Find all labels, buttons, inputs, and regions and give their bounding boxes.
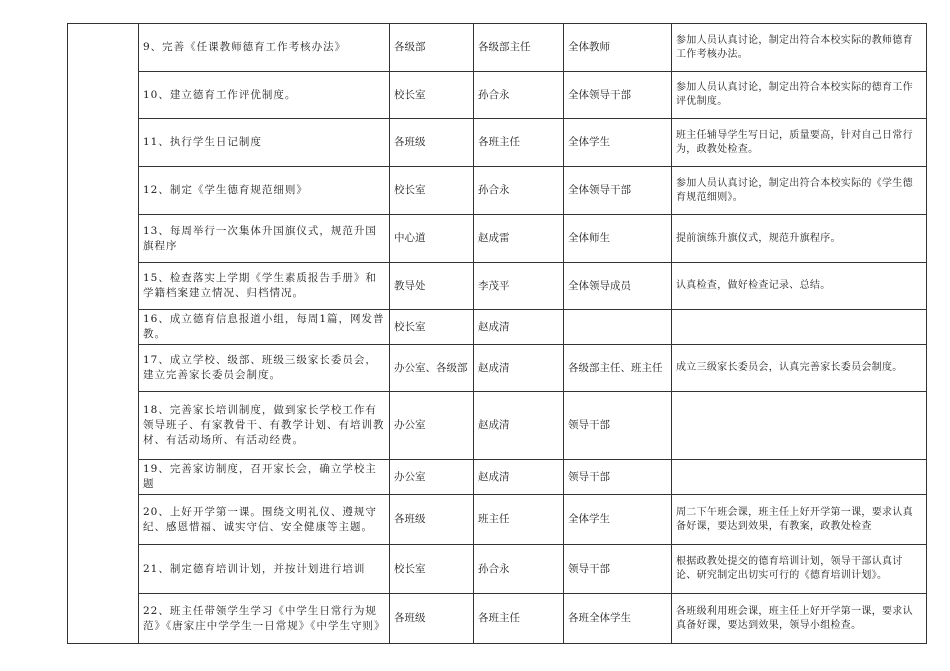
dept-cell: 各级部 — [390, 24, 474, 72]
table-row — [68, 167, 927, 215]
item-cell: 11、执行学生日记制度 — [139, 119, 390, 167]
note-cell: 周二下午班会课，班主任上好开学第一课，要求认真备好课，要达到效果，有教案，政教处检查 — [672, 495, 927, 545]
item-cell: 17、成立学校、级部、班级三级家长委员会，建立完善家长委员会制度。 — [139, 345, 390, 392]
note-cell: 根据政教处提交的德育培训计划，领导干部认真讨论、研究制定出切实可行的《德育培训计划》。 — [672, 545, 927, 594]
note-cell — [672, 392, 927, 460]
dept-cell: 各班级 — [390, 594, 474, 644]
lead-cell: 赵成雷 — [474, 215, 564, 263]
lead-cell: 各班主任 — [474, 594, 564, 644]
lead-cell: 赵成清 — [474, 392, 564, 460]
lead-cell: 孙合永 — [474, 72, 564, 119]
note-cell: 成立三级家长委员会，认真完善家长委员会制度。 — [672, 345, 927, 392]
dept-cell: 办公室、各级部 — [390, 345, 474, 392]
item-cell: 16、成立德育信息报道小组，每周1篇，网发普教。 — [139, 310, 390, 345]
row-group-cell — [68, 24, 139, 644]
item-cell: 13、每周举行一次集体升国旗仪式，规范升国旗程序 — [139, 215, 390, 263]
dept-cell: 校长室 — [390, 72, 474, 119]
lead-cell: 李茂平 — [474, 263, 564, 310]
table-row — [68, 119, 927, 167]
participants-cell: 各班全体学生 — [564, 594, 672, 644]
note-cell: 认真检查，做好检查记录、总结。 — [672, 263, 927, 310]
item-cell: 18、完善家长培训制度，做到家长学校工作有领导班子、有家教骨干、有教学计划、有培训教材、有活动场所、有活动经费。 — [139, 392, 390, 460]
lead-cell: 班主任 — [474, 495, 564, 545]
participants-cell: 全体师生 — [564, 215, 672, 263]
lead-cell: 赵成清 — [474, 310, 564, 345]
participants-cell: 全体学生 — [564, 119, 672, 167]
participants-cell: 领导干部 — [564, 460, 672, 495]
participants-cell: 各级部主任、班主任 — [564, 345, 672, 392]
dept-cell: 校长室 — [390, 310, 474, 345]
table-row — [68, 345, 927, 392]
table-row — [68, 72, 927, 119]
participants-cell: 领导干部 — [564, 545, 672, 594]
lead-cell: 孙合永 — [474, 167, 564, 215]
dept-cell: 校长室 — [390, 545, 474, 594]
dept-cell: 办公室 — [390, 392, 474, 460]
dept-cell: 各班级 — [390, 119, 474, 167]
item-cell: 21、制定德育培训计划，并按计划进行培训 — [139, 545, 390, 594]
note-cell — [672, 310, 927, 345]
item-cell: 19、完善家访制度，召开家长会，确立学校主题 — [139, 460, 390, 495]
dept-cell: 教导处 — [390, 263, 474, 310]
dept-cell: 中心道 — [390, 215, 474, 263]
participants-cell: 全体领导干部 — [564, 167, 672, 215]
item-cell: 20、上好开学第一课。围绕文明礼仪、遵规守纪、感恩惜福、诚实守信、安全健康等主题。 — [139, 495, 390, 545]
participants-cell: 全体领导成员 — [564, 263, 672, 310]
lead-cell: 赵成清 — [474, 460, 564, 495]
note-cell: 参加人员认真讨论，制定出符合本校实际的德育工作评优制度。 — [672, 72, 927, 119]
table-row — [68, 545, 927, 594]
table-row — [68, 24, 927, 72]
item-cell: 9、完善《任课教师德育工作考核办法》 — [139, 24, 390, 72]
participants-cell: 全体教师 — [564, 24, 672, 72]
item-cell: 12、制定《学生德育规范细则》 — [139, 167, 390, 215]
lead-cell: 孙合永 — [474, 545, 564, 594]
participants-cell: 领导干部 — [564, 392, 672, 460]
item-cell: 10、建立德育工作评优制度。 — [139, 72, 390, 119]
table-row — [68, 460, 927, 495]
table-row — [68, 215, 927, 263]
lead-cell: 各班主任 — [474, 119, 564, 167]
table-row — [68, 495, 927, 545]
note-cell: 参加人员认真讨论，制定出符合本校实际的教师德育工作考核办法。 — [672, 24, 927, 72]
table-row — [68, 392, 927, 460]
lead-cell: 赵成清 — [474, 345, 564, 392]
participants-cell: 全体学生 — [564, 495, 672, 545]
note-cell — [672, 460, 927, 495]
table-row — [68, 310, 927, 345]
note-cell: 提前演练升旗仪式，规范升旗程序。 — [672, 215, 927, 263]
note-cell: 班主任辅导学生写日记，质量要高，针对自己日常行为，政教处检查。 — [672, 119, 927, 167]
item-cell: 22、班主任带领学生学习《中学生日常行为规范》《唐家庄中学学生一日常规》《中学生守则》 — [139, 594, 390, 644]
participants-cell: 全体领导干部 — [564, 72, 672, 119]
item-cell: 15、检查落实上学期《学生素质报告手册》和学籍档案建立情况、归档情况。 — [139, 263, 390, 310]
dept-cell: 校长室 — [390, 167, 474, 215]
lead-cell: 各级部主任 — [474, 24, 564, 72]
participants-cell — [564, 310, 672, 345]
dept-cell: 办公室 — [390, 460, 474, 495]
note-cell: 参加人员认真讨论，制定出符合本校实际的《学生德育规范细则》。 — [672, 167, 927, 215]
plan-table — [67, 23, 927, 644]
table-row — [68, 594, 927, 644]
table-row — [68, 263, 927, 310]
note-cell: 各班级利用班会课，班主任上好开学第一课，要求认真备好课，要达到效果，领导小组检查。 — [672, 594, 927, 644]
dept-cell: 各班级 — [390, 495, 474, 545]
